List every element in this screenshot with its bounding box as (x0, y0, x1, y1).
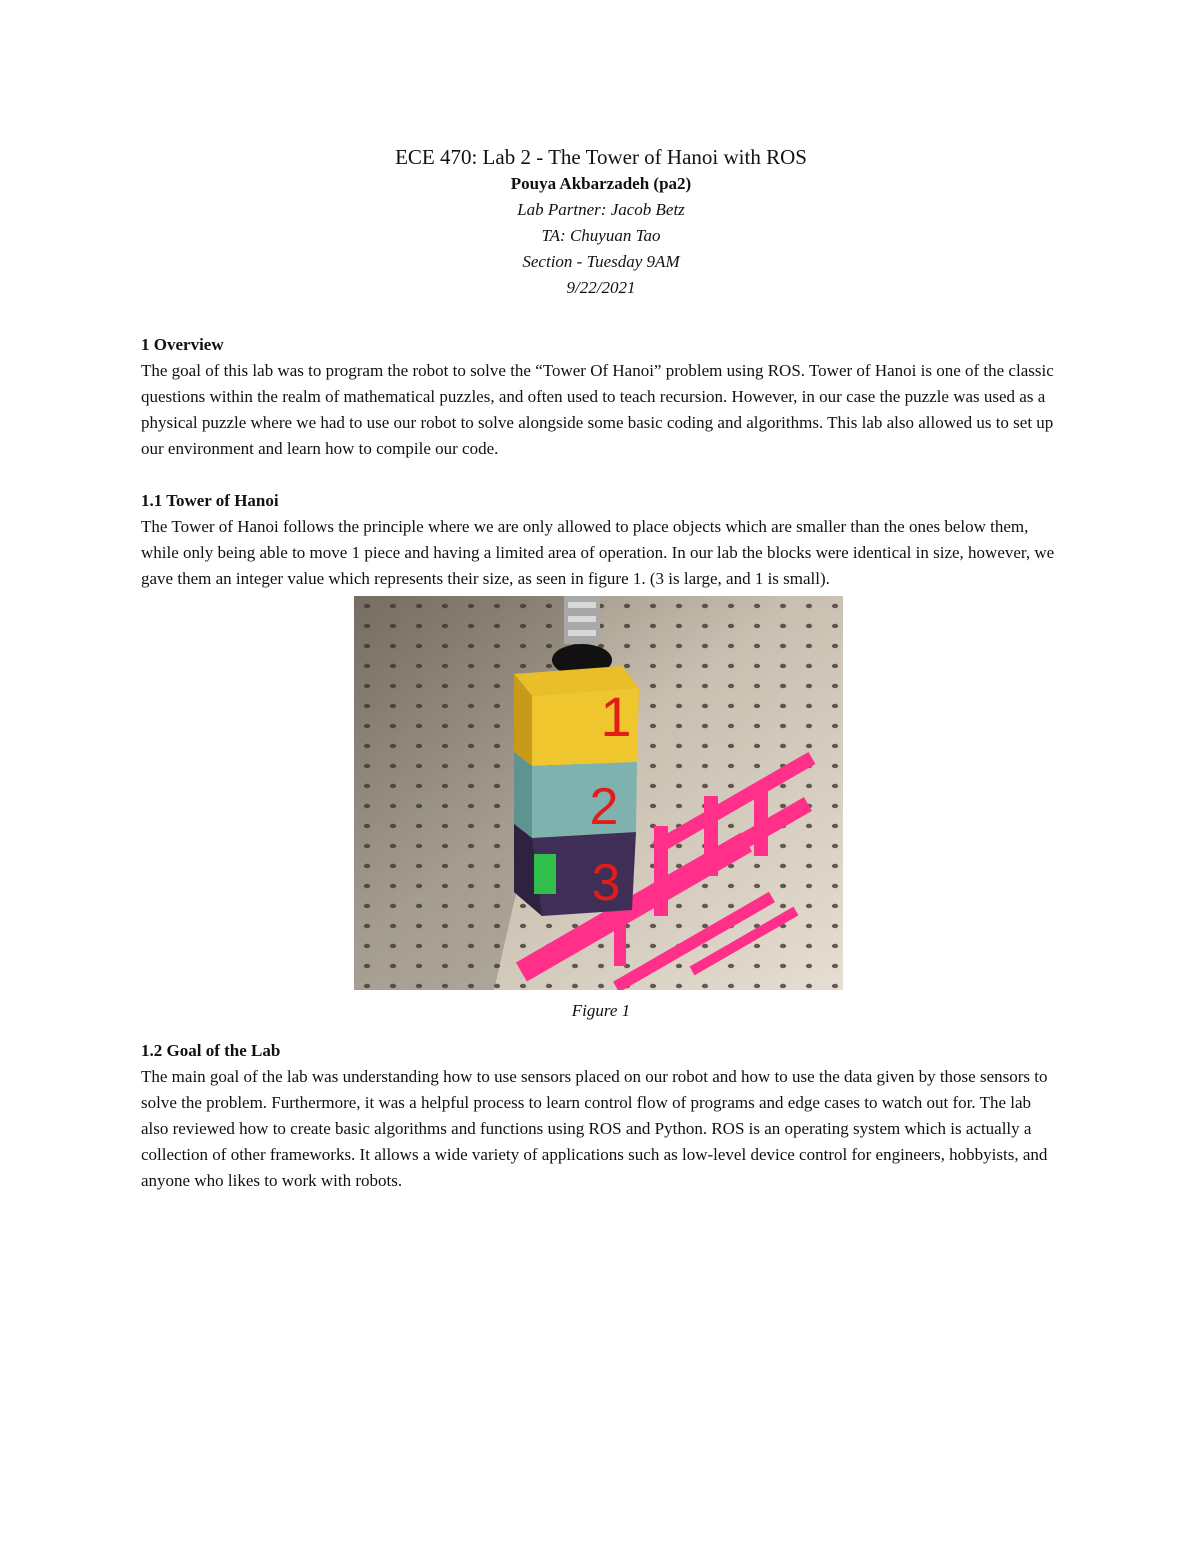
section-paragraph: The main goal of the lab was understanding how to use sensors placed on our robot and how to use the data given by those sensors to solve the problem. Furthermore, it was a helpful process to learn control flow of programs and edge cases to watch out for. The lab also reviewed how to create basic algorithms and functions using ROS and Python. ROS is an operating system which is actually a collection of other frameworks. It allows a wide variety of applications such as low-level device control for engineers, hobbyists, and anyone who likes to work with robots. (141, 1067, 1048, 1190)
document-date: 9/22/2021 (566, 278, 636, 297)
section-paragraph: The Tower of Hanoi follows the principle where we are only allowed to place objects which are smaller than the ones below them, while only being able to move 1 piece and having a limited area of operation. In our lab the blocks were identical in size, however, we gave them an integer value which represents their size, as seen in figure 1. (3 is large, and 1 is small). (141, 517, 1055, 588)
block-label-1: 1 (599, 685, 632, 748)
teaching-assistant: TA: Chuyuan Tao (541, 226, 661, 245)
document-header (141, 143, 1061, 301)
document-title: ECE 470: Lab 2 - The Tower of Hanoi with ROS (395, 145, 807, 169)
section-heading: 1.1 Tower of Hanoi (141, 491, 279, 510)
document-content (141, 143, 1061, 1194)
section-info: Section - Tuesday 9AM (522, 252, 680, 271)
figure-1 (141, 596, 1061, 1024)
section-overview (141, 332, 1061, 462)
figure-caption: Figure 1 (571, 1001, 631, 1020)
section-goal-of-lab (141, 1038, 1061, 1194)
lab-partner: Lab Partner: Jacob Betz (517, 200, 685, 219)
section-tower-of-hanoi (141, 488, 1061, 592)
section-paragraph: The goal of this lab was to program the robot to solve the “Tower Of Hanoi” problem using ROS. Tower of Hanoi is one of the classic questions within the realm of mathematical puzzles, and often used to teach recursion. However, in our case the puzzle was used as a physical puzzle where we had to use our robot to solve alongside some basic coding and algorithms. This lab also allowed us to set up our environment and learn how to compile our code. (141, 361, 1054, 458)
author-name: Pouya Akbarzadeh (pa2) (510, 174, 692, 193)
block-label-3: 3 (591, 854, 620, 912)
tower-blocks-photo (354, 596, 843, 990)
section-heading: 1.2 Goal of the Lab (141, 1041, 281, 1060)
block-label-2: 2 (589, 778, 618, 836)
section-heading: 1 Overview (141, 335, 224, 354)
